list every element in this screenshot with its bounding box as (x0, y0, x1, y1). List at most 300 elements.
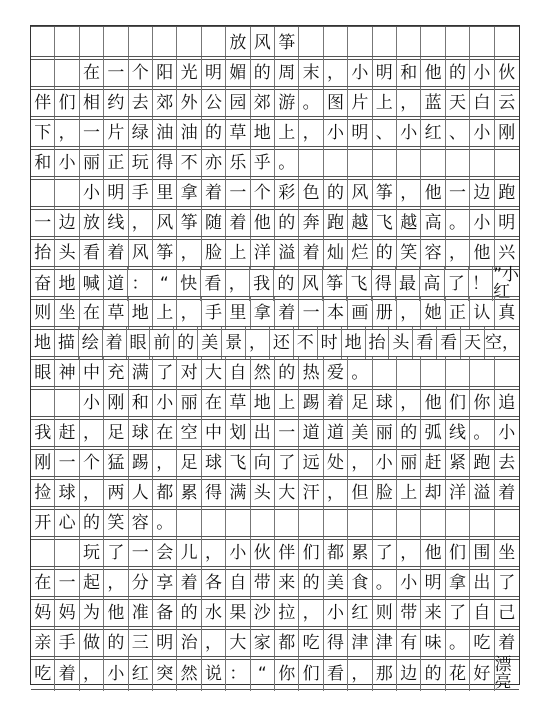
grid-cell: 得 (153, 147, 177, 179)
grid-cell: 的 (275, 207, 299, 239)
grid-cell: 刚 (498, 122, 516, 143)
grid-cell: 小 (80, 387, 104, 419)
grid-cell: “ (251, 657, 275, 691)
grid-cell: 洋 (446, 477, 470, 509)
grid-cell: 水 (202, 597, 226, 629)
grid-cell: 刚 (104, 387, 128, 419)
grid-cell: 丽 (177, 387, 201, 419)
grid-cell: 着 (275, 297, 299, 329)
grid-cell: 中 (80, 357, 104, 389)
grid-cell: 线 (446, 417, 470, 449)
grid-cell: 和 (31, 147, 55, 179)
grid-cell: 球 (55, 477, 79, 509)
grid-cell (202, 507, 226, 539)
grid-cell: ， (348, 447, 372, 479)
grid-cell: 地 (129, 297, 153, 329)
grid-cell: 为 (80, 597, 104, 629)
grid-cell: 己 (498, 602, 516, 623)
grid-cell: 他 (251, 207, 275, 239)
grid-cell (226, 507, 250, 539)
grid-cell: 得 (324, 627, 348, 659)
grid-cell: 一 (55, 567, 79, 599)
grid-cell (470, 147, 494, 179)
grid-cell: 喊 (80, 267, 104, 301)
grid-cell: 光 (177, 57, 201, 89)
grid-cell: 相 (80, 87, 104, 119)
grid-cell: 认 (470, 297, 494, 329)
grid-cell: 约 (104, 87, 128, 119)
grid-cell (299, 507, 323, 539)
grid-cell: 册 (373, 297, 397, 329)
grid-cell: 不 (177, 147, 201, 179)
grid-cell: 公 (202, 87, 226, 119)
grid-cell: 边 (397, 657, 421, 691)
grid-cell: 儿 (177, 537, 201, 569)
grid-cell (421, 507, 445, 539)
grid-row (31, 506, 519, 540)
grid-cell: 头 (55, 237, 79, 269)
grid-row (31, 356, 519, 390)
grid-cell: 线 (104, 207, 128, 239)
grid-cell: 明 (373, 57, 397, 89)
grid-cell (55, 537, 79, 569)
grid-row (31, 596, 519, 630)
grid-cell: 则 (373, 597, 397, 629)
grid-cell: 。 (348, 357, 372, 389)
grid-cell: ， (348, 657, 372, 691)
grid-cell: 高 (420, 267, 444, 301)
grid-cell: 你 (275, 657, 299, 691)
grid-cell: 备 (153, 597, 177, 629)
grid-cell: 一 (31, 207, 55, 239)
grid-cell: 他 (421, 57, 445, 89)
grid-cell: 眼 (31, 357, 55, 389)
grid-cell: 坐 (55, 297, 79, 329)
grid-cell: 食 (348, 567, 372, 599)
grid-cell: 图 (324, 87, 348, 119)
grid-cell: 在 (80, 297, 104, 329)
grid-cell: 但 (348, 477, 372, 509)
grid-cell: 小 (55, 147, 79, 179)
grid-cell: 得 (372, 267, 396, 301)
grid-row (31, 146, 519, 180)
grid-cell: 最 (396, 267, 420, 301)
grid-cell: 放 (80, 207, 104, 239)
grid-cell: ， (153, 447, 177, 479)
grid-cell: 享 (153, 567, 177, 599)
grid-row (31, 476, 519, 510)
grid-cell: 自 (226, 357, 250, 389)
grid-cell: 对 (177, 357, 201, 389)
grid-cell: ， (80, 477, 104, 509)
grid-cell: 跑 (498, 182, 516, 203)
grid-cell (470, 357, 494, 389)
grid-cell (421, 147, 445, 179)
grid-cell: 明 (421, 567, 445, 599)
grid-cell: 小 (324, 597, 348, 629)
grid-cell: 们 (299, 537, 323, 569)
grid-cell: 做 (80, 627, 104, 659)
grid-cell: 上 (226, 237, 250, 269)
grid-cell: 空 (177, 417, 201, 449)
grid-cell: 油 (153, 117, 177, 149)
grid-cell: 明 (104, 177, 128, 209)
grid-cell: 玩 (129, 147, 153, 179)
grid-cell: 快 (177, 267, 201, 301)
grid-row (31, 446, 519, 480)
grid-cell: 小 (348, 57, 372, 89)
grid-cell: 头 (389, 327, 413, 359)
grid-cell (397, 357, 421, 389)
grid-cell: 地 (55, 267, 79, 301)
grid-cell (31, 27, 55, 59)
grid-cell: 满 (226, 477, 250, 509)
grid-cell: 好 (470, 657, 494, 691)
grid-cell: 满 (129, 357, 153, 389)
grid-cell: 红 (348, 597, 372, 629)
grid-cell: ， (55, 117, 79, 149)
grid-row (31, 116, 519, 150)
grid-cell: ， (177, 237, 201, 269)
grid-cell: 着 (498, 632, 516, 653)
grid-row (31, 656, 519, 690)
grid-cell (421, 27, 445, 59)
grid-cell (348, 507, 372, 539)
grid-cell: 地 (31, 327, 55, 359)
grid-cell: 边 (470, 177, 494, 209)
grid-cell: 小 (324, 117, 348, 149)
grid-cell: 神 (55, 357, 79, 389)
grid-cell: 明 (498, 212, 516, 233)
grid-cell: 蓝 (421, 87, 445, 119)
grid-cell: 了 (275, 447, 299, 479)
grid-cell: 随 (202, 207, 226, 239)
grid-cell: 了 (498, 572, 516, 593)
grid-cell (202, 27, 226, 59)
grid-cell: 越 (397, 207, 421, 239)
grid-cell: 画 (348, 297, 372, 329)
grid-cell: 的 (274, 267, 298, 301)
grid-cell: 出 (470, 567, 494, 599)
grid-cell (397, 27, 421, 59)
grid-cell: 地 (342, 327, 366, 359)
grid-cell: 他 (421, 177, 445, 209)
grid-cell: 自 (470, 597, 494, 629)
grid-cell: 准 (129, 597, 153, 629)
grid-cell: 乐 (226, 147, 250, 179)
grid-cell: 景 (222, 327, 246, 359)
grid-row (31, 626, 519, 660)
grid-cell: 眼 (127, 327, 151, 359)
grid-cell (373, 147, 397, 179)
grid-cell: 道 (104, 267, 128, 301)
grid-cell: 捡 (31, 477, 55, 509)
grid-cell: 还 (270, 327, 294, 359)
grid-cell: 心 (55, 507, 79, 539)
grid-cell: 着 (324, 387, 348, 419)
grid-cell: 球 (373, 387, 397, 419)
grid-cell (421, 357, 445, 389)
grid-cell: 、 (446, 117, 470, 149)
grid-cell: 风 (348, 177, 372, 209)
grid-cell: 足 (177, 447, 201, 479)
grid-cell (55, 27, 79, 59)
grid-cell: 有 (397, 627, 421, 659)
grid-cell: 和 (129, 387, 153, 419)
grid-cell: 描 (55, 327, 79, 359)
grid-cell: 时 (318, 327, 342, 359)
grid-cell: 草 (226, 387, 250, 419)
grid-cell (31, 177, 55, 209)
grid-cell: 阳 (153, 57, 177, 89)
grid-cell (55, 177, 79, 209)
grid-cell: 妈 (31, 597, 55, 629)
grid-cell: 笑 (397, 237, 421, 269)
grid-cell: 周 (275, 57, 299, 89)
grid-cell: ， (397, 387, 421, 419)
grid-cell: 大 (202, 357, 226, 389)
grid-cell: 津 (373, 627, 397, 659)
grid-cell (275, 507, 299, 539)
grid-cell: 风 (299, 267, 323, 301)
grid-cell: 踢 (129, 447, 153, 479)
grid-cell: 大 (275, 477, 299, 509)
grid-cell: 丽 (397, 447, 421, 479)
grid-cell: ， (202, 627, 226, 659)
grid-cell: 妈 (55, 597, 79, 629)
grid-cell: 两 (104, 477, 128, 509)
grid-cell (324, 507, 348, 539)
grid-cell: 一 (226, 177, 250, 209)
grid-cell: 。 (299, 87, 323, 119)
grid-cell: 不 (294, 327, 318, 359)
grid-cell: 赶 (421, 447, 445, 479)
grid-cell: 球 (202, 447, 226, 479)
grid-cell: 来 (421, 597, 445, 629)
grid-cell (495, 357, 519, 389)
grid-cell: 充 (104, 357, 128, 389)
grid-cell: 奋 (31, 267, 55, 301)
grid-cell: 小 (80, 177, 104, 209)
grid-cell: 云 (498, 92, 516, 113)
grid-cell: ， (397, 87, 421, 119)
grid-cell: 飞 (373, 207, 397, 239)
grid-cell: ， (104, 567, 128, 599)
grid-cell: 末 (299, 57, 323, 89)
grid-cell: 着 (103, 327, 127, 359)
grid-cell: 片 (104, 117, 128, 149)
grid-cell: 空， (485, 332, 519, 353)
grid-cell: 突 (153, 657, 177, 691)
grid-cell (446, 507, 470, 539)
grid-cell: 累 (348, 537, 372, 569)
grid-cell: 脸 (373, 477, 397, 509)
grid-cell: 溢 (275, 237, 299, 269)
grid-cell: 都 (324, 537, 348, 569)
grid-cell (446, 357, 470, 389)
grid-cell: 小 (397, 117, 421, 149)
grid-cell: 小 (153, 387, 177, 419)
grid-cell: 拉 (275, 597, 299, 629)
grid-cell: 花 (446, 657, 470, 691)
grid-cell: 草 (104, 297, 128, 329)
grid-cell: 的 (251, 57, 275, 89)
grid-cell: 得 (202, 477, 226, 509)
grid-cell: 踢 (299, 387, 323, 419)
grid-cell (80, 27, 104, 59)
grid-cell (373, 357, 397, 389)
grid-cell: 草 (226, 117, 250, 149)
grid-cell: 灿 (324, 237, 348, 269)
grid-cell: 在 (80, 57, 104, 89)
grid-cell (373, 507, 397, 539)
grid-cell: 看 (201, 267, 225, 301)
grid-cell: 风 (153, 207, 177, 239)
grid-cell: 我 (250, 267, 274, 301)
grid-cell: 会 (153, 537, 177, 569)
grid-cell: 治 (177, 627, 201, 659)
grid-cell: 他 (421, 537, 445, 569)
grid-cell: 围 (470, 537, 494, 569)
grid-cell (251, 507, 275, 539)
grid-cell: 赶 (55, 417, 79, 449)
grid-cell: 弧 (421, 417, 445, 449)
grid-row (31, 416, 519, 450)
grid-cell: 爱 (324, 357, 348, 389)
grid-cell: 吃 (470, 627, 494, 659)
grid-cell: ： (128, 267, 152, 301)
grid-cell: 洋 (251, 237, 275, 269)
grid-cell: ， (446, 237, 470, 269)
grid-cell: 小 (498, 422, 516, 443)
grid-cell: 。 (275, 147, 299, 179)
grid-cell: 都 (153, 477, 177, 509)
grid-cell: 球 (129, 417, 153, 449)
grid-cell: 着 (177, 567, 201, 599)
grid-cell: 拿 (446, 567, 470, 599)
grid-cell: 看 (413, 327, 437, 359)
grid-cell: 小 (470, 117, 494, 149)
grid-cell: 一 (446, 177, 470, 209)
grid-cell: 郊 (153, 87, 177, 119)
grid-cell: 天 (461, 327, 485, 359)
grid-cell: ， (202, 537, 226, 569)
grid-cell: 前 (150, 327, 174, 359)
grid-cell: 郊 (251, 87, 275, 119)
grid-cell: 下 (31, 117, 55, 149)
grid-cell: 风 (129, 237, 153, 269)
grid-cell: 带 (397, 597, 421, 629)
grid-cell: 明 (153, 627, 177, 659)
grid-cell: 去 (498, 452, 516, 473)
grid-cell: 筝 (323, 267, 347, 301)
grid-cell: 溢 (470, 477, 494, 509)
grid-cell: 片 (348, 87, 372, 119)
grid-cell: ！ (469, 267, 493, 301)
grid-cell: 她 (421, 297, 445, 329)
grid-cell: 累 (177, 477, 201, 509)
grid-cell (31, 537, 55, 569)
grid-cell (177, 27, 201, 59)
grid-cell: 然 (177, 657, 201, 691)
grid-cell: 跑 (470, 447, 494, 479)
grid-cell: 白 (470, 87, 494, 119)
grid-cell: 吃 (31, 657, 55, 691)
grid-cell: 看 (437, 327, 461, 359)
grid-cell: 坐 (498, 542, 516, 563)
grid-cell (104, 27, 128, 59)
grid-cell: 筝 (275, 27, 299, 59)
grid-cell: 的 (446, 57, 470, 89)
grid-cell: 的 (177, 597, 201, 629)
grid-cell: ， (299, 597, 323, 629)
grid-row (31, 296, 519, 330)
grid-cell: 地 (251, 387, 275, 419)
grid-cell: 上 (275, 387, 299, 419)
grid-cell: 的 (202, 117, 226, 149)
grid-cell: 来 (275, 567, 299, 599)
grid-cell (446, 27, 470, 59)
grid-cell: 的 (324, 177, 348, 209)
grid-cell: 着 (299, 237, 323, 269)
grid-cell (470, 27, 494, 59)
grid-cell (55, 57, 79, 89)
grid-cell: 筝 (373, 177, 397, 209)
grid-cell (31, 57, 55, 89)
grid-cell (495, 147, 519, 179)
grid-cell: 说 (202, 657, 226, 691)
grid-cell: 正 (446, 297, 470, 329)
grid-cell: 了 (153, 357, 177, 389)
grid-cell: 然 (251, 357, 275, 389)
grid-cell: 容 (129, 507, 153, 539)
grid-cell: 都 (275, 627, 299, 659)
grid-cell: 紧 (446, 447, 470, 479)
grid-cell: 个 (251, 177, 275, 209)
grid-cell: 足 (348, 387, 372, 419)
grid-cell: 小 (470, 57, 494, 89)
grid-cell: 我 (31, 417, 55, 449)
grid-cell: 手 (202, 297, 226, 329)
grid-cell: ， (246, 327, 270, 359)
grid-cell: 小 (226, 537, 250, 569)
grid-cell: 道 (299, 417, 323, 449)
grid-cell: 丽 (80, 147, 104, 179)
grid-cell: 你 (470, 387, 494, 419)
grid-cell: 头 (251, 477, 275, 509)
grid-cell: 去 (129, 87, 153, 119)
grid-cell: 拿 (177, 177, 201, 209)
grid-cell: 高 (421, 207, 445, 239)
grid-cell: 人 (129, 477, 153, 509)
grid-cell: 则 (31, 297, 55, 329)
grid-cell (397, 507, 421, 539)
grid-cell: 飞 (347, 267, 371, 301)
grid-cell (470, 507, 494, 539)
grid-cell: 他 (421, 387, 445, 419)
grid-cell: 远 (299, 447, 323, 479)
grid-cell: 小 (470, 207, 494, 239)
grid-cell: 上 (397, 477, 421, 509)
composition-grid-paper (30, 25, 520, 692)
grid-cell: 玩 (80, 537, 104, 569)
grid-cell: 手 (55, 627, 79, 659)
grid-cell: ， (324, 57, 348, 89)
grid-cell: 向 (251, 447, 275, 479)
grid-cell: 沙 (251, 597, 275, 629)
grid-cell: 处 (324, 447, 348, 479)
grid-cell: 一 (104, 57, 128, 89)
